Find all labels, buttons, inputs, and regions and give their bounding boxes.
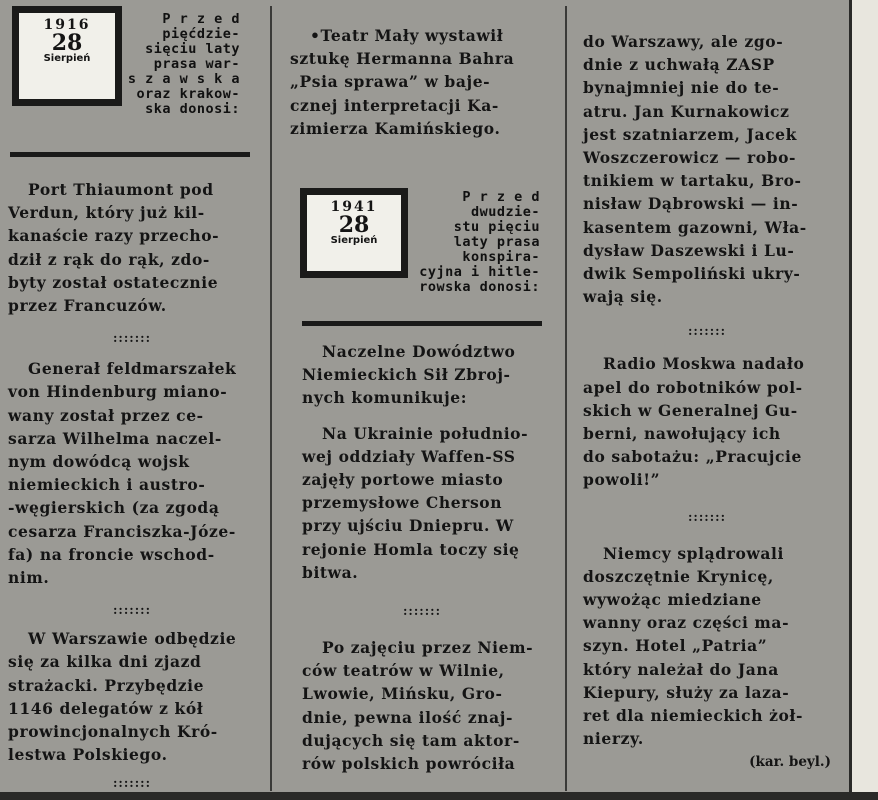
clipping-edge <box>0 792 878 800</box>
date-box-1941 <box>300 188 408 278</box>
article-dowodztwo: Naczelne Dowództwo Niemieckich Sił Zbroj- nych komunikuje: <box>302 342 516 408</box>
header-line: laty prasa <box>453 234 540 250</box>
column-3 <box>583 30 831 770</box>
author-signature: (kar. beyl.) <box>749 754 831 771</box>
header-line: ska donosi: <box>145 101 240 117</box>
header-line: stu pięciu <box>453 219 540 235</box>
clipping-edge <box>849 0 878 800</box>
date-month: Sierpień <box>43 53 91 64</box>
header-line: konspira- <box>462 249 540 265</box>
article-krynica: Niemcy splądrowali doszczętnie Krynicę, wywożąc miedziane wanny oraz części ma- szyn. Hotel „Patria” który należał do Jana Kiepury, służy za laza- ret dla niemieckich żoł- nierzy. <box>583 543 804 749</box>
header-line: pięćdzie- <box>162 26 240 42</box>
date-day: 28 <box>51 30 83 56</box>
header-rule <box>302 321 542 326</box>
header-line: rowska donosi: <box>419 279 540 295</box>
separator-stars: ::::::: <box>402 604 441 619</box>
article-port-thiaumont: Port Thiaumont pod Verdun, który już kil- kanaście razy przecho- dził z rąk do rąk, zdo- byty został ostatecznie przez Francuzów. <box>8 180 220 316</box>
article-teatry: Po zajęciu przez Niem- ców teatrów w Wilnie, Lwowie, Mińsku, Gro- dnie, pewna ilość znaj- dujących się tam aktor- rów polskich powróciła <box>302 638 534 774</box>
date-month: Sierpień <box>330 235 378 246</box>
article-strazacy: W Warszawie odbędzie się za kilka dni zjazd strażacki. Przybędzie 1146 delegatów z kół prowincjonalnych Kró- lestwa Polskiego. <box>8 629 237 765</box>
date-box-1916 <box>12 6 122 106</box>
header-line: sięciu laty <box>145 41 240 57</box>
header-line: oraz krakow- <box>136 86 240 102</box>
article-hindenburg: Generał feldmarszałek von Hindenburg miano- wany został przez ce- sarza Wilhelma naczel- nym dowódcą wojsk niemieckich i austro- -węgierskich (za zgodą cesarza Franciszka-Józe- fa) na froncie wschod- nim. <box>8 359 237 588</box>
separator-stars: ::::::: <box>112 603 151 618</box>
header-line: dwudzie- <box>470 204 540 220</box>
column-2-body <box>302 340 542 775</box>
header-rule <box>10 152 250 157</box>
article-teatr-maly: •Teatr Mały wystawił sztukę Hermanna Bahra „Psia sprawa” w baje- cznej interpretacji Ka- zimierza Kamińskiego. <box>290 26 515 138</box>
separator-stars: ::::::: <box>687 509 726 524</box>
header-line: prasa war- <box>153 56 240 72</box>
column-2 <box>290 24 552 140</box>
header-line: cyjna i hitle- <box>419 264 540 280</box>
article-ukraina: Na Ukrainie południo- wej oddziały Waffen-SS zajęły portowe miasto przemysłowe Cherson przy ujściu Dniepru. W rejonie Homla toczy się bitwa. <box>302 423 529 582</box>
date-day: 28 <box>338 212 370 238</box>
section-header-1941 <box>412 190 540 295</box>
column-rule <box>270 6 272 791</box>
date-year: 1941 <box>330 199 378 215</box>
date-year: 1916 <box>43 17 91 33</box>
column-1 <box>8 178 256 790</box>
header-line: s z a w s k a <box>127 71 240 87</box>
header-line: P r z e d <box>162 11 240 27</box>
article-radio-moskwa: Radio Moskwa nadało apel do robotników pol- skich w Generalnej Gu- berni, nawołujący ich do sabotażu: „Pracujcie powoli!” <box>583 354 805 490</box>
article-aktorzy-cd: do Warszawy, ale zgo- dnie z uchwałą ZASP bynajmniej nie do te- atru. Jan Kurnakowicz jest szatniarzem, Jacek Woszczerowicz — robo- tnikiem w tartaku, Bro- nisław Dąbrowski — in- kasentem gazowni, Wła- dysław Daszewski i Lu- dwik Sempoliński ukry- wają się. <box>583 32 807 307</box>
section-header-1916 <box>126 12 240 117</box>
header-line: P r z e d <box>462 189 540 205</box>
separator-stars: ::::::: <box>112 331 151 346</box>
column-rule <box>565 6 567 791</box>
separator-stars: ::::::: <box>112 776 151 791</box>
separator-stars: ::::::: <box>687 324 726 339</box>
